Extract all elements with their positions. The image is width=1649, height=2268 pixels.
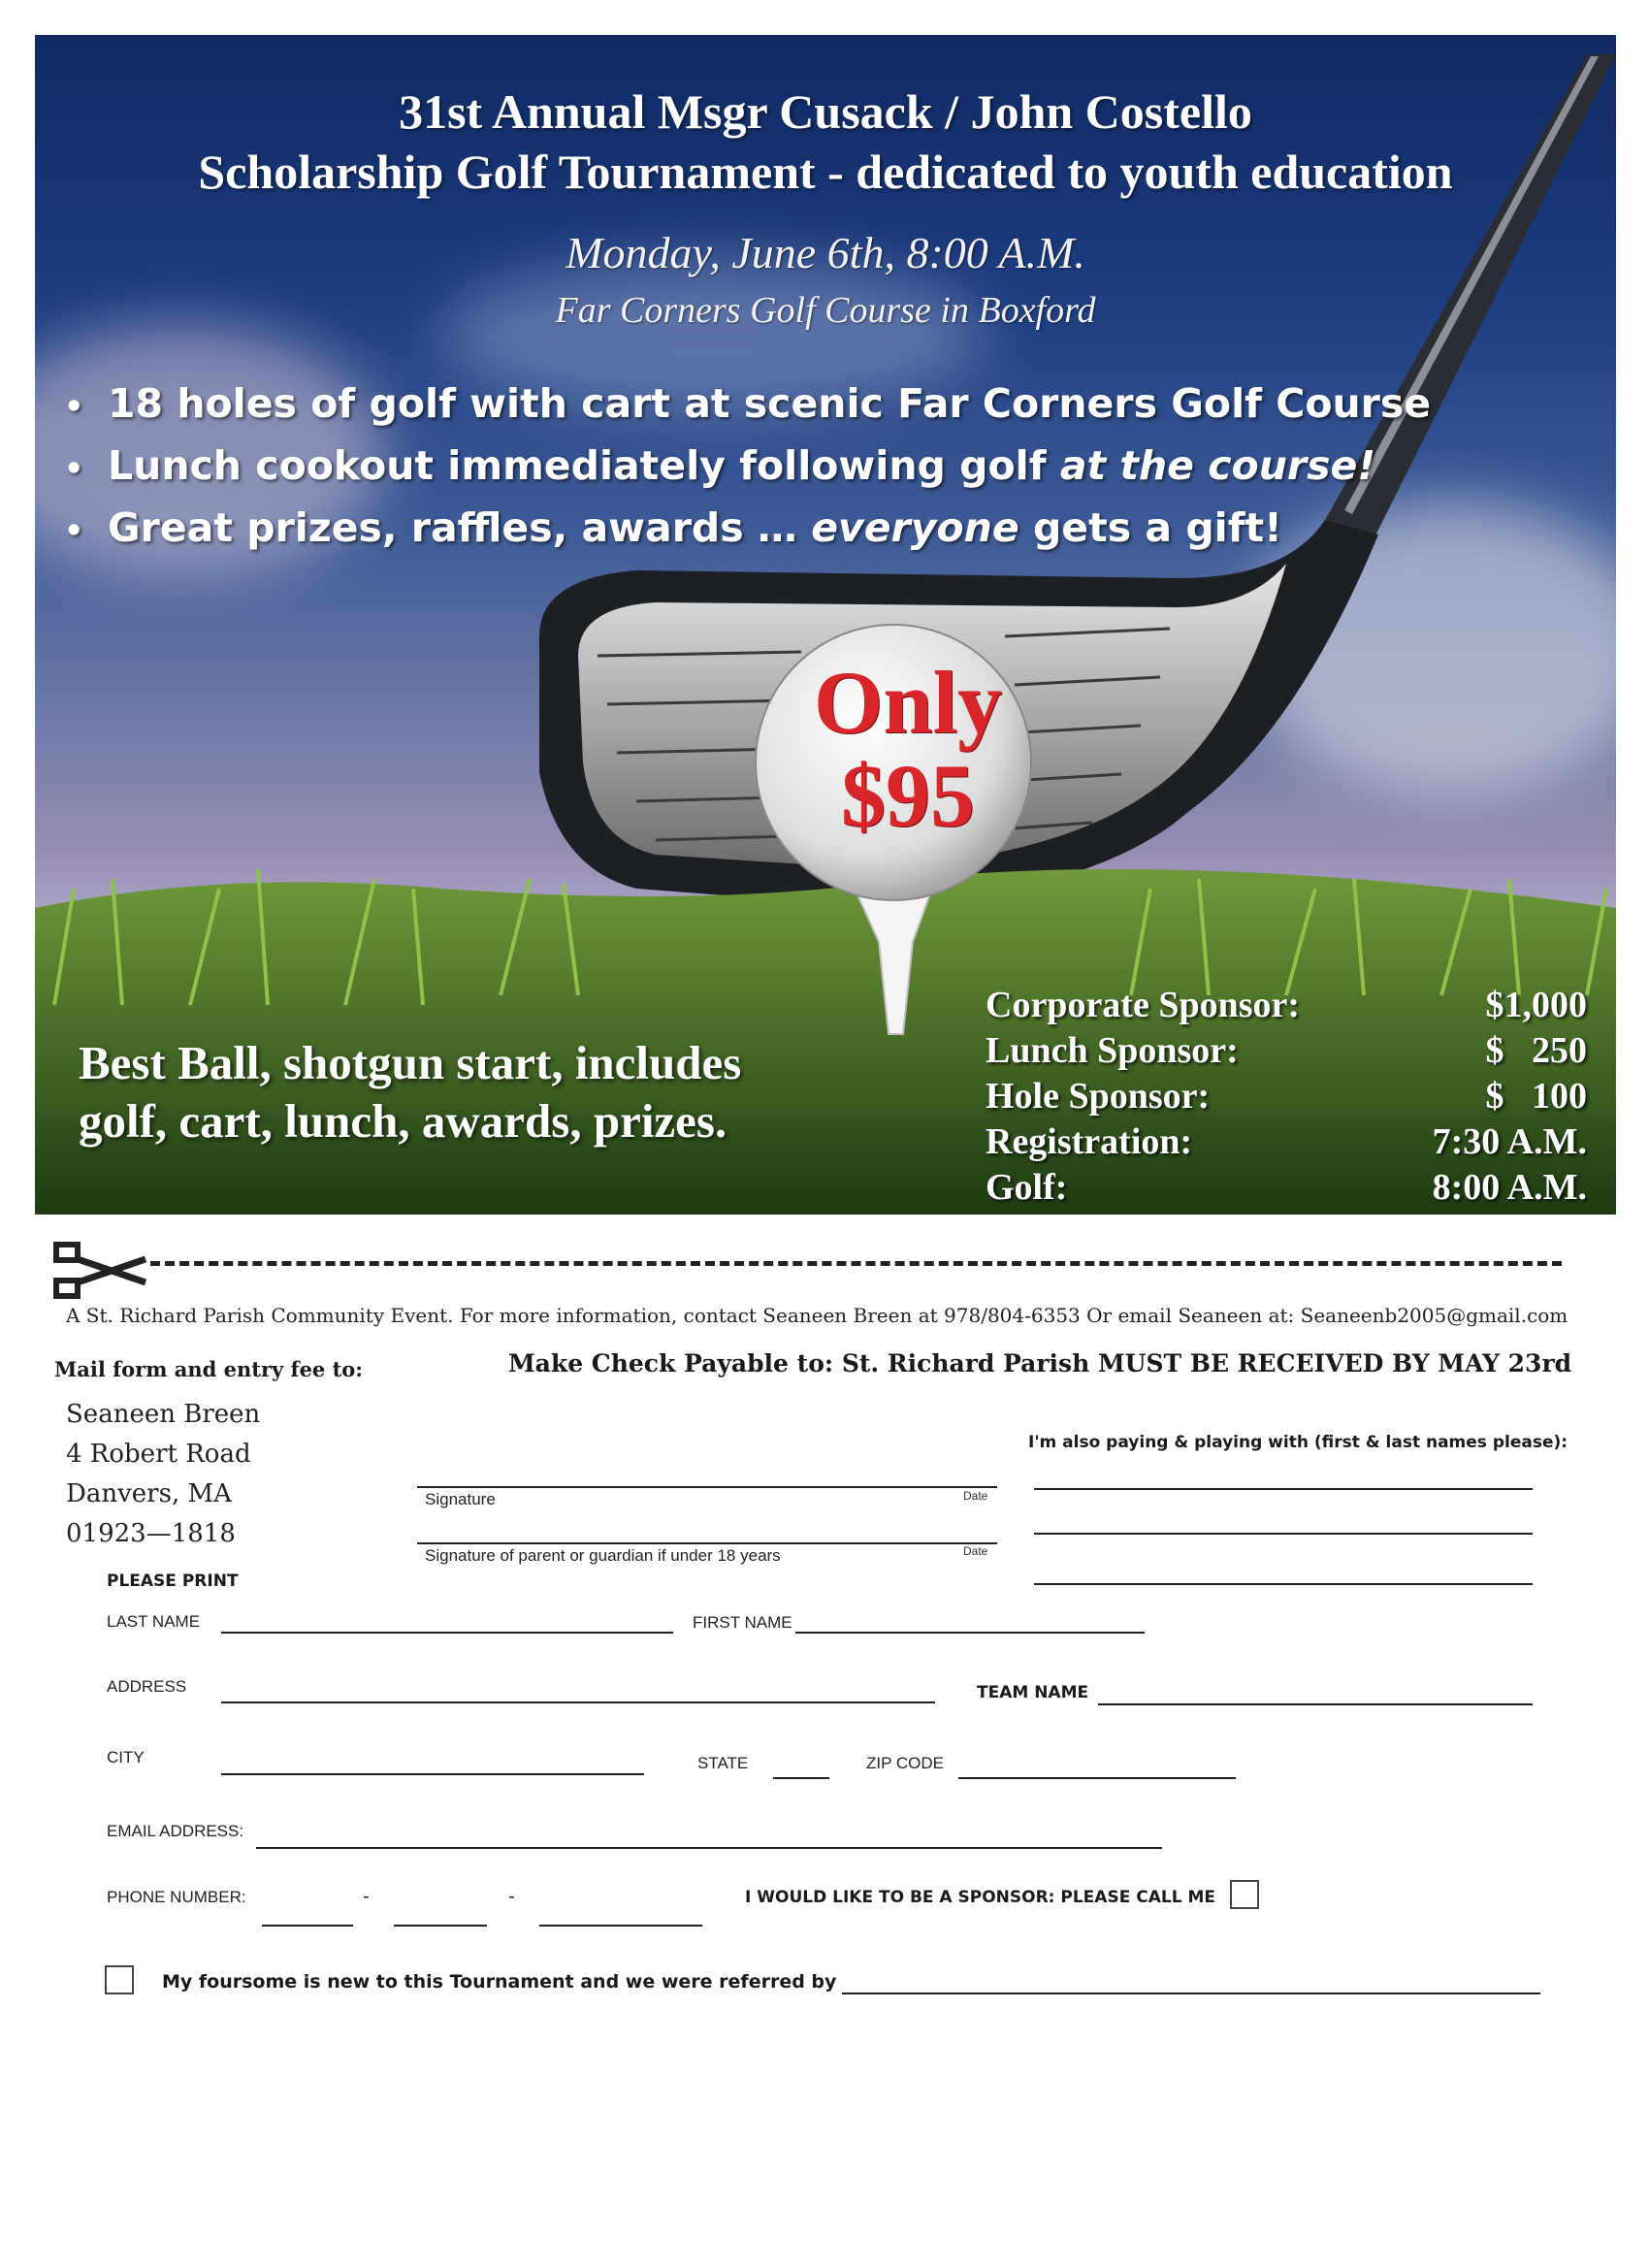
phone-prefix-field[interactable] [394,1925,487,1927]
bullet-emphasis: at the course! [1059,442,1376,489]
bullet-text: Great prizes, raffles, awards … [108,504,812,551]
fee-row-corporate [986,984,1587,1028]
bullet-dot: • [64,512,84,549]
fee-label: Hole Sponsor: [986,1076,1211,1117]
banner-title-line2: Scholarship Golf Tournament - dedicated to youth education [198,145,1453,199]
date-label: Date [963,1544,988,1558]
fee-label: Lunch Sponsor: [986,1030,1239,1071]
fee-row-hole [986,1075,1587,1119]
phone-label: PHONE NUMBER: [107,1888,246,1906]
sponsor-label: I WOULD LIKE TO BE A SPONSOR: PLEASE CALL ME [745,1888,1215,1907]
team-name-field[interactable] [1098,1703,1533,1705]
format-description [79,1034,741,1150]
signature-field[interactable] [417,1486,997,1488]
email-label: EMAIL ADDRESS: [107,1822,244,1840]
first-name-label: FIRST NAME [693,1613,792,1632]
state-field[interactable] [773,1777,829,1779]
fee-value: 7:30 A.M. [1432,1121,1587,1162]
bullet-golf [64,380,1431,427]
address-line: Seaneen Breen [66,1400,261,1429]
bullet-lunch [64,442,1375,489]
phone-separator: - [508,1886,515,1907]
fee-row-lunch [986,1029,1587,1074]
new-foursome-checkbox[interactable] [105,1965,134,1994]
fee-value: 8:00 A.M. [1432,1167,1587,1208]
player-name-field[interactable] [1034,1583,1533,1585]
format-line2: golf, cart, lunch, awards, prizes. [79,1094,728,1148]
last-name-field[interactable] [221,1632,673,1634]
check-heading: Make Check Payable to: St. Richard Parish MUST BE RECEIVED BY MAY 23rd [508,1349,1572,1377]
player-name-field[interactable] [1034,1488,1533,1490]
bullet-dot: • [64,388,84,425]
guardian-signature-label: Signature of parent or guardian if under 18 years [425,1546,781,1565]
format-line1: Best Ball, shotgun start, includes [79,1036,742,1089]
address-line: Danvers, MA [66,1479,232,1508]
event-banner [35,35,1616,1215]
address-line: 01923—1818 [66,1519,236,1548]
phone-area-field[interactable] [262,1925,353,1927]
event-date-time: Monday, June 6th, 8:00 A.M. [566,228,1085,277]
foursome-label: My foursome is new to this Tournament and we were referred by [162,1971,837,1993]
phone-line-field[interactable] [539,1925,702,1927]
fee-value: $ 250 [1485,1030,1587,1071]
email-field[interactable] [256,1847,1162,1849]
bullet-text: 18 holes of golf with cart at scenic Far Corners Golf Course [108,380,1432,427]
bullet-prizes [64,504,1282,551]
city-label: CITY [107,1748,145,1766]
signature-label: Signature [425,1490,496,1508]
fee-row-golf [986,1166,1587,1211]
guardian-signature-field[interactable] [417,1542,997,1544]
price-callout [753,653,1063,845]
fee-label: Golf: [986,1167,1068,1208]
city-field[interactable] [221,1773,644,1775]
phone-separator: - [363,1886,370,1907]
address-label: ADDRESS [107,1677,187,1696]
mail-heading: Mail form and entry fee to: [54,1357,364,1381]
fee-value: $1,000 [1485,985,1587,1025]
bullet-text: Lunch cookout immediately following golf [108,442,1060,489]
player-name-field[interactable] [1034,1533,1533,1535]
fee-row-registration [986,1120,1587,1165]
state-label: STATE [697,1754,749,1772]
first-name-field[interactable] [795,1632,1145,1634]
please-print: PLEASE PRINT [107,1571,239,1591]
price-only: Only [813,653,1003,752]
zip-field[interactable] [958,1777,1236,1779]
bullet-dot: • [64,450,84,487]
cut-line [150,1261,1562,1266]
address-field[interactable] [221,1701,935,1703]
referred-by-field[interactable] [842,1993,1540,1994]
sponsor-checkbox[interactable] [1230,1880,1259,1909]
also-paying-label: I'm also paying & playing with (first & last names please): [1028,1433,1568,1452]
contact-info: A St. Richard Parish Community Event. For more information, contact Seaneen Breen at 978/804-6353 Or email Seaneen at: Seaneenb2005@gmail.com [66,1304,1568,1327]
date-label: Date [963,1489,988,1503]
banner-title-line1: 31st Annual Msgr Cusack / John Costello [399,84,1252,139]
price-amount: $95 [841,746,975,845]
zip-label: ZIP CODE [866,1754,944,1772]
bullet-emphasis: everyone [811,504,1019,551]
team-name-label: TEAM NAME [977,1683,1089,1702]
address-line: 4 Robert Road [66,1440,251,1469]
last-name-label: LAST NAME [107,1612,201,1631]
fee-value: $ 100 [1485,1076,1587,1117]
fee-label: Corporate Sponsor: [986,985,1301,1025]
event-venue: Far Corners Golf Course in Boxford [555,290,1096,331]
scissors-icon [53,1242,150,1300]
fee-label: Registration: [986,1121,1193,1162]
bullet-text-end: gets a gift! [1018,504,1282,551]
